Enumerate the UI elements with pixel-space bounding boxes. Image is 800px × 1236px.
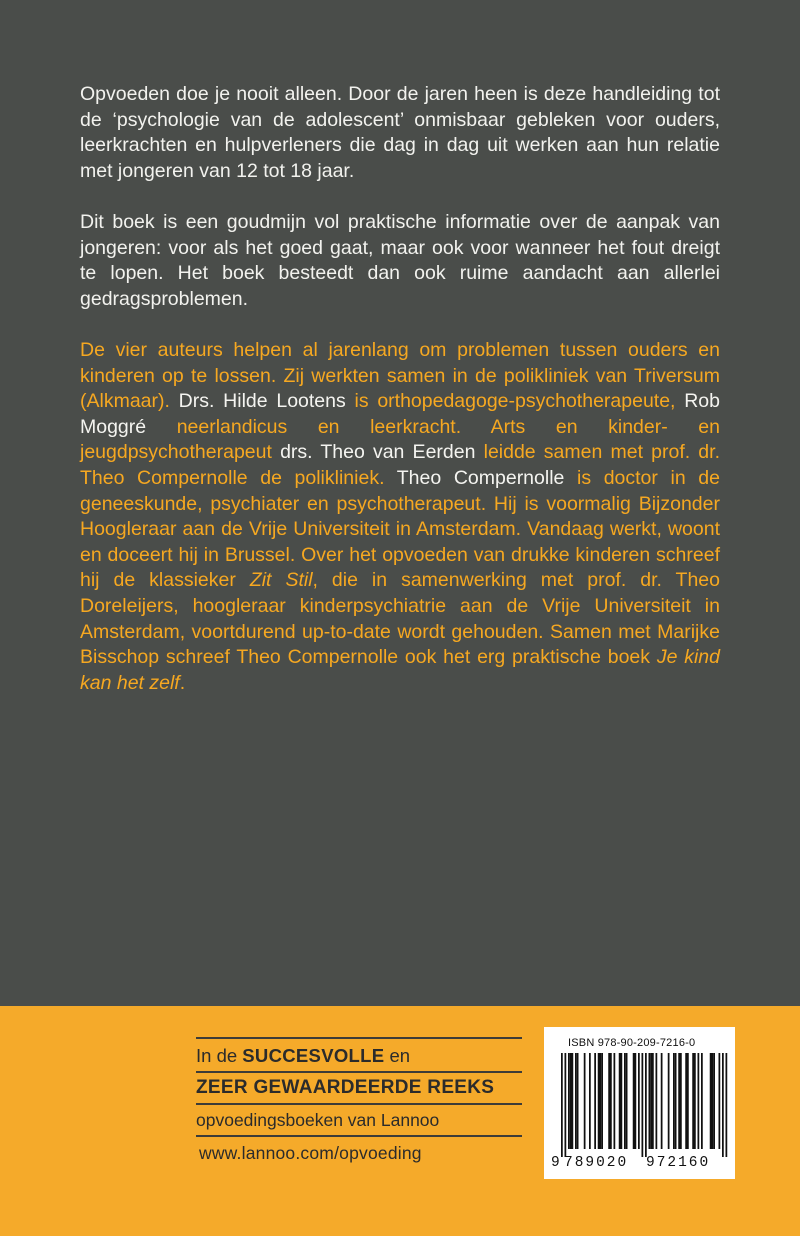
barcode-bar (608, 1053, 610, 1149)
series-highlight: SUCCESVOLLE (242, 1045, 385, 1066)
barcode-bar (710, 1053, 712, 1149)
barcode-bar (614, 1053, 616, 1149)
series-prefix: In de (196, 1045, 243, 1066)
barcode-bar (621, 1053, 623, 1149)
barcode-bar (649, 1053, 651, 1149)
author-name-rob-moggre: Rob Moggré (80, 390, 720, 438)
authors-text: leidde samen met prof. dr. Theo Compernolle de polikliniek. (80, 441, 720, 489)
book-title-zit-stil: Zit Stil (249, 569, 313, 592)
barcode-bar (572, 1053, 574, 1149)
barcode-right-digits: 972160 (646, 1155, 711, 1171)
series-line-2: ZEER GEWAARDEERDE REEKS (196, 1077, 495, 1098)
series-block (196, 1037, 522, 1137)
barcode-bar (594, 1053, 596, 1149)
barcode-bar (680, 1053, 682, 1149)
barcode-bar (712, 1053, 714, 1149)
book-title-je-kind-kan-het-zelf: Je kind kan het zelf (80, 646, 720, 694)
barcode-bar (687, 1053, 689, 1149)
isbn-label: ISBN 978-90-209-7216-0 (568, 1037, 696, 1049)
barcode-bar (626, 1053, 628, 1149)
author-name-theo-van-eerden: drs. Theo van Eerden (280, 441, 476, 464)
authors-text: is orthopedagoge-psychotherapeute, (345, 390, 685, 413)
series-bottom-rule (196, 1135, 522, 1137)
barcode-bar (656, 1053, 658, 1149)
barcode-left-digits: 789020 (564, 1155, 629, 1171)
barcode-guard-bar (561, 1053, 563, 1157)
authors-text: neerlandicus en leerkracht. Arts en kinder- en jeugdpsychotherapeut (80, 415, 720, 464)
barcode-bar (635, 1053, 637, 1149)
barcode-bar (601, 1053, 603, 1149)
barcode-bar (589, 1053, 591, 1149)
barcode-bar (610, 1053, 612, 1149)
barcode-guard-bar (565, 1053, 567, 1157)
barcode-bar (650, 1053, 652, 1149)
barcode-bar (694, 1053, 696, 1149)
barcode-bar (685, 1053, 687, 1149)
barcode-bar (701, 1053, 703, 1149)
publisher-website[interactable]: www.lannoo.com/opvoeding (199, 1143, 422, 1163)
barcode-bar (584, 1053, 586, 1149)
barcode-bar (575, 1053, 577, 1149)
authors-text: is doctor in de geneeskunde, psychiater en psychotherapeut. Hij is voormalig Bijzonder Hoogleraar aan de Vrije Universiteit in Amsterdam. Vandaag werkt, woont en doceert hij in Brussel. Over het opvoeden van drukke kinderen schreef hij de klassieker (80, 466, 720, 592)
barcode-guard-bar (645, 1053, 647, 1157)
barcode-bar (719, 1053, 721, 1149)
cover-lower-panel (0, 1006, 800, 1236)
isbn-barcode (544, 1027, 735, 1179)
authors-text: De vier auteurs helpen al jarenlang om problemen tussen ouders en kinderen op te lossen. Zij werkten samen in de polikliniek van Triversum (Alkmaar). (80, 339, 720, 413)
authors-text: , die in samenwerking met prof. dr. Theo Doreleijers, hoogleraar kinderpsychiatrie aan de Vrije Universiteit in Amsterdam, voortdurend up-to-date wordt gehouden. Samen met Marijke Bisschop schreef Theo Compernolle ook het erg praktische boek (80, 569, 720, 669)
authors-paragraph (80, 338, 720, 696)
barcode-bar (698, 1053, 700, 1149)
barcode-guard-bar (722, 1053, 724, 1157)
series-suffix: en (384, 1045, 411, 1066)
content-paragraph: Dit boek is een goudmijn vol praktische informatie over de aanpak van jongeren: voor als het goed gaat, maar ook voor wanneer het fout dreigt te lopen. Het boek besteedt dan ook ruime aandacht aan allerlei gedragsproblemen. (80, 211, 720, 310)
barcode-bar (713, 1053, 715, 1149)
author-name-hilde-lootens: Drs. Hilde Lootens (178, 390, 346, 413)
barcode-bar (577, 1053, 579, 1149)
barcode-bar (675, 1053, 677, 1149)
barcode-first-digit: 9 (551, 1155, 562, 1171)
barcode-bar (568, 1053, 570, 1149)
intro-paragraph: Opvoeden doe je nooit alleen. Door de jaren heen is deze handleiding tot de ‘psychologie van de adolescent’ onmisbaar gebleken voor ouders, leerkrachten en hulpverleners die dag in dag uit werken aan hun relatie met jongeren van 12 tot 18 jaar. (80, 83, 720, 182)
barcode-bar (692, 1053, 694, 1149)
barcode-bar (668, 1053, 670, 1149)
barcode-bar (673, 1053, 675, 1149)
barcode-bar (638, 1053, 640, 1149)
barcode-guard-bar (726, 1053, 728, 1157)
barcode-bar (624, 1053, 626, 1149)
series-line-3: opvoedingsboeken van Lannoo (196, 1110, 440, 1130)
barcode-bar (678, 1053, 680, 1149)
author-name-theo-compernolle: Theo Compernolle (396, 466, 565, 489)
barcode-bar (598, 1053, 600, 1149)
barcode-bar (661, 1053, 663, 1149)
series-top-rule (196, 1037, 522, 1039)
authors-text: . (179, 671, 186, 694)
barcode-bar (652, 1053, 654, 1149)
barcode-bar (633, 1053, 635, 1149)
series-line-1 (196, 1041, 522, 1071)
barcode-bar (570, 1053, 572, 1149)
barcode-bar (600, 1053, 602, 1149)
barcode-guard-bar (642, 1053, 644, 1157)
barcode-bar (619, 1053, 621, 1149)
